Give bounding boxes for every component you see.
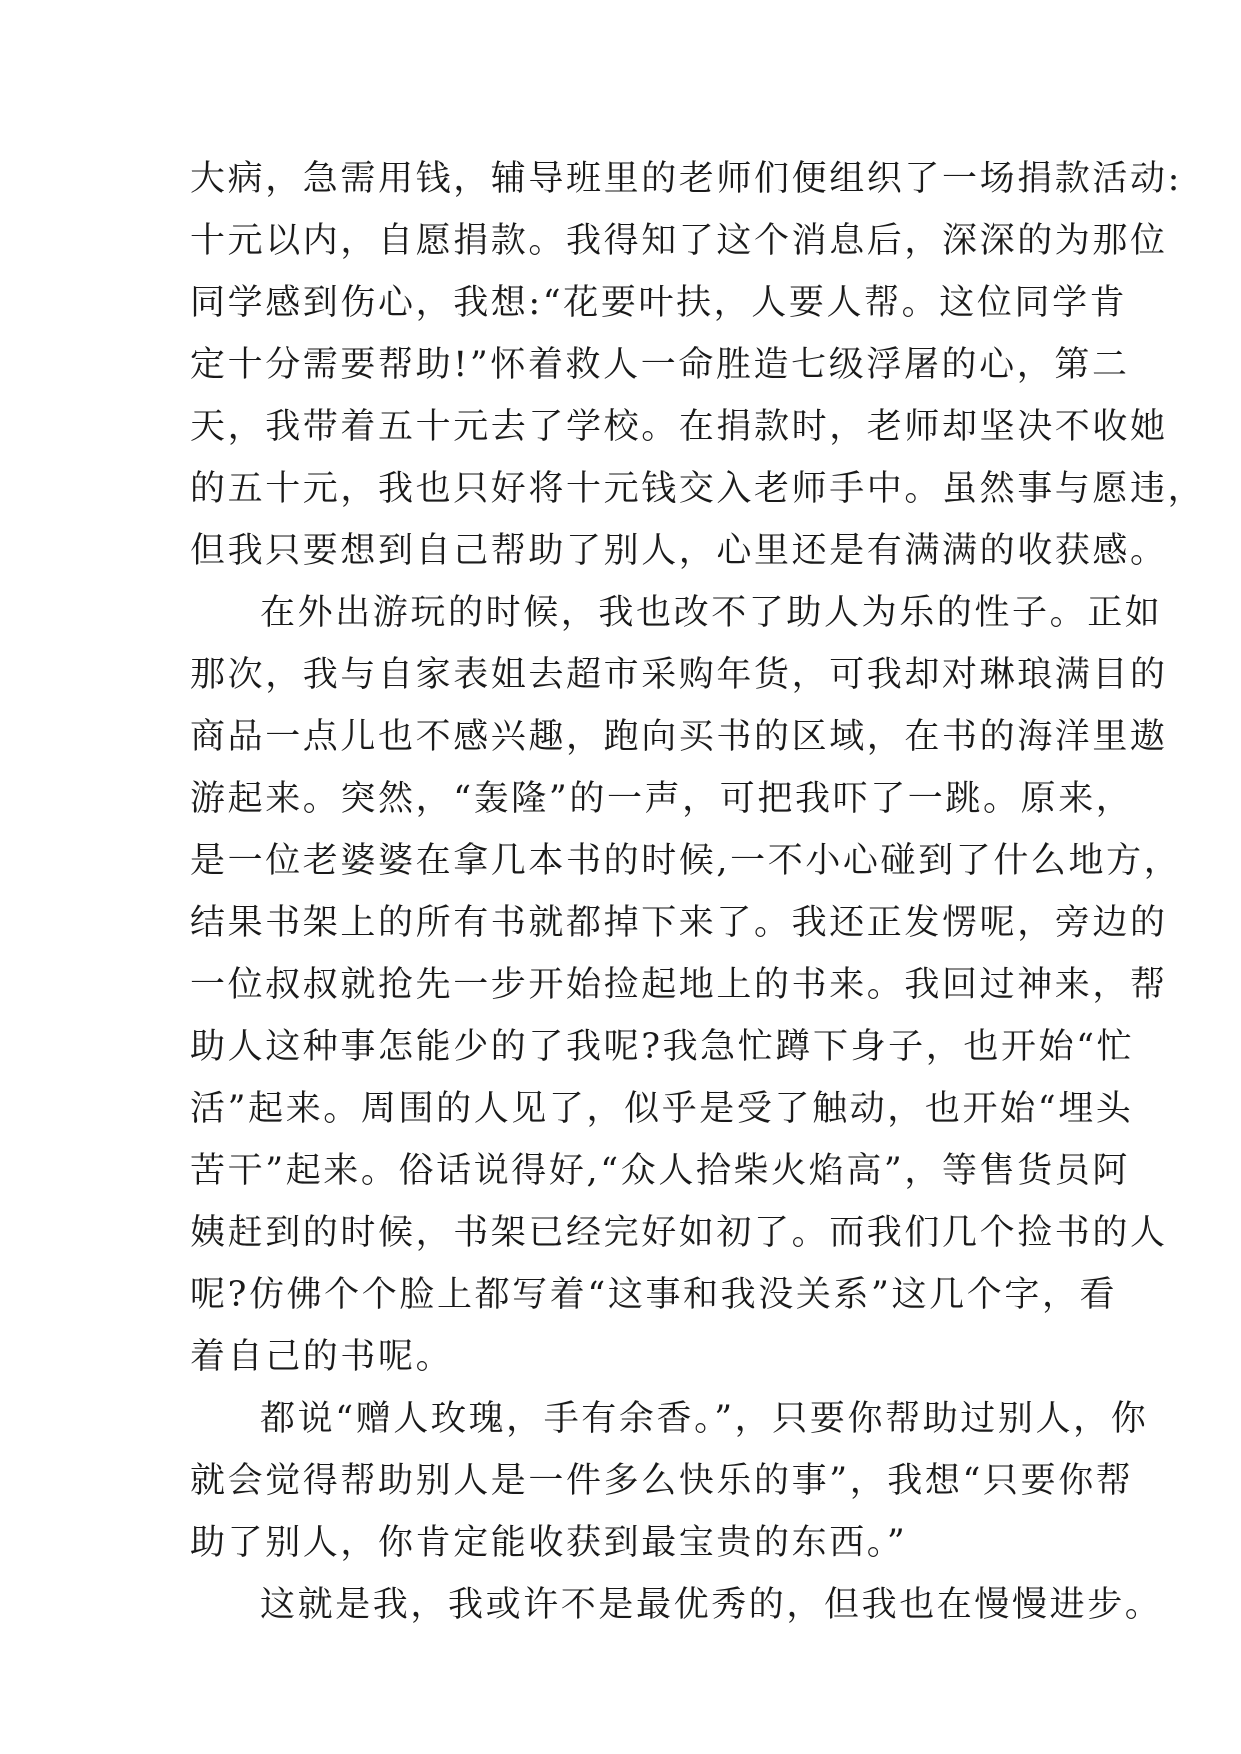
- paragraph-first-line: 都说“赠人玫瑰，手有余香。”，只要你帮助过别人，你: [260, 1399, 1149, 1439]
- paragraph-first-line: 在外出游玩的时候，我也改不了助人为乐的性子。正如: [260, 593, 1163, 633]
- text-line: 活”起来。周围的人见了，似乎是受了触动，也开始“埋头: [190, 1089, 1134, 1129]
- text-line: 苦干”起来。俗话说得好,“众人拾柴火焰高”，等售货员阿: [190, 1151, 1131, 1191]
- text-line: 助人这种事怎能少的了我呢?我急忙蹲下身子，也开始“忙: [190, 1027, 1135, 1067]
- text-line: 是一位老婆婆在拿几本书的时候,一不小心碰到了什么地方，: [190, 841, 1182, 881]
- text-line: 姨赶到的时候，书架已经完好如初了。而我们几个捡书的人: [190, 1213, 1168, 1253]
- text-line: 就会觉得帮助别人是一件多么快乐的事”，我想“只要你帮: [190, 1461, 1134, 1501]
- text-line: 呢?仿佛个个脸上都写着“这事和我没关系”这几个字，看: [190, 1275, 1118, 1315]
- document-body: [190, 148, 1206, 1636]
- text-line: 助了别人，你肯定能收获到最宝贵的东西。”: [190, 1523, 908, 1563]
- text-line: 商品一点儿也不感兴趣，跑向买书的区域，在书的海洋里遨: [190, 717, 1168, 757]
- text-line: 那次，我与自家表姐去超市采购年货，可我却对琳琅满目的: [190, 655, 1168, 695]
- text-line: 着自己的书呢。: [190, 1337, 454, 1377]
- text-line: 天，我带着五十元去了学校。在捐款时，老师却坚决不收她: [190, 407, 1168, 447]
- text-line: 结果书架上的所有书就都掉下来了。我还正发愣呢，旁边的: [190, 903, 1168, 943]
- text-line: 但我只要想到自己帮助了别人，心里还是有满满的收获感。: [190, 531, 1168, 571]
- paragraph-first-line: 这就是我，我或许不是最优秀的，但我也在慢慢进步。: [260, 1585, 1163, 1625]
- text-line: 同学感到伤心，我想:“花要叶扶，人要人帮。这位同学肯: [190, 283, 1128, 323]
- text-line: 定十分需要帮助!”怀着救人一命胜造七级浮屠的心，第二: [190, 345, 1130, 385]
- text-line: 游起来。突然，“轰隆”的一声，可把我吓了一跳。原来，: [190, 779, 1134, 819]
- text-line: 十元以内，自愿捐款。我得知了这个消息后，深深的为那位: [190, 221, 1168, 261]
- text-line: 大病，急需用钱，辅导班里的老师们便组织了一场捐款活动:: [190, 159, 1182, 199]
- text-line: 一位叔叔就抢先一步开始捡起地上的书来。我回过神来，帮: [190, 965, 1168, 1005]
- text-line: 的五十元，我也只好将十元钱交入老师手中。虽然事与愿违，: [190, 469, 1206, 509]
